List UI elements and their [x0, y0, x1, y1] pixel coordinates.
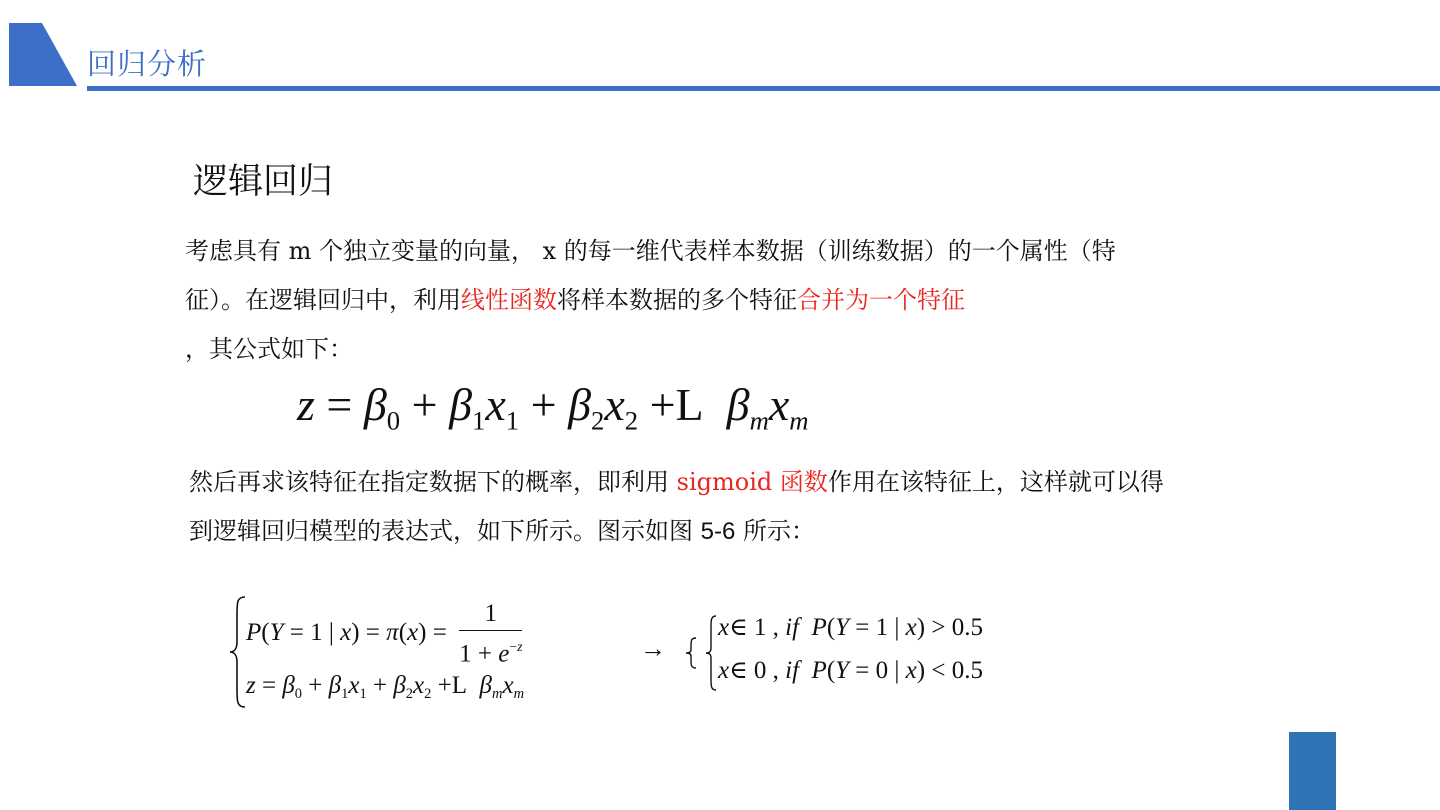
right-arrow-icon: → — [640, 634, 666, 663]
paragraph-text: 然后再求该特征在指定数据下的概率，即利用 — [189, 468, 677, 496]
header-divider — [87, 86, 1440, 91]
case-brace-icon — [704, 612, 718, 694]
header-corner-shape — [0, 0, 80, 90]
paragraph-text: ，其公式如下： — [185, 335, 353, 363]
logistic-regression-system — [228, 594, 1078, 714]
figure-reference: 5-6 — [700, 518, 736, 545]
paragraph-sigmoid — [189, 458, 1169, 556]
sigmoid-fraction: $\frac{1}{1 + e^{-z}}$ — [459, 600, 523, 668]
linear-combination-formula: $z = \beta_0 + \beta_1x_1 + \beta_2x_2 +L$ $\beta_mx_m$ — [297, 379, 809, 436]
highlight-linear-function: 线性函数 — [461, 286, 557, 314]
paragraph-text: 将样本数据的多个特征 — [557, 286, 797, 314]
case-positive: x∈ 1 , if P(Y = 1 | x) > 0.5 — [718, 614, 983, 641]
header-title: 回归分析 — [87, 47, 208, 81]
small-brace-icon — [684, 636, 698, 670]
paragraph-intro — [185, 227, 1165, 374]
paragraph-text: 作用在该特征上，这样就可以得到逻辑回归模型的表达式，如下所示。图示如图 — [189, 468, 1164, 545]
paragraph-text: 所示： — [735, 517, 815, 545]
paragraph-text: 考虑具有 m 个独立变量的向量， x 的每一维代表样本数据（训练数据）的一个属性（特征）。在逻辑回归中，利用 — [185, 237, 1116, 314]
highlight-merge-feature: 合并为一个特征 — [797, 286, 965, 314]
sigmoid-equation: P(Y = 1 | x) = π(x) = $\frac{1}{1 + e^{-z}}$ — [246, 600, 523, 668]
case-negative: x∈ 0 , if P(Y = 0 | x) < 0.5 — [718, 657, 983, 684]
section-title: 逻辑回归 — [193, 162, 334, 202]
linear-equation: $z = \beta_0 + \beta_1x_1 + \beta_2x_2 +L$ $\beta_mx_m$ — [246, 672, 525, 703]
corner-decoration — [1289, 732, 1336, 810]
highlight-sigmoid: sigmoid 函数 — [676, 468, 828, 496]
left-brace-icon — [228, 594, 248, 710]
